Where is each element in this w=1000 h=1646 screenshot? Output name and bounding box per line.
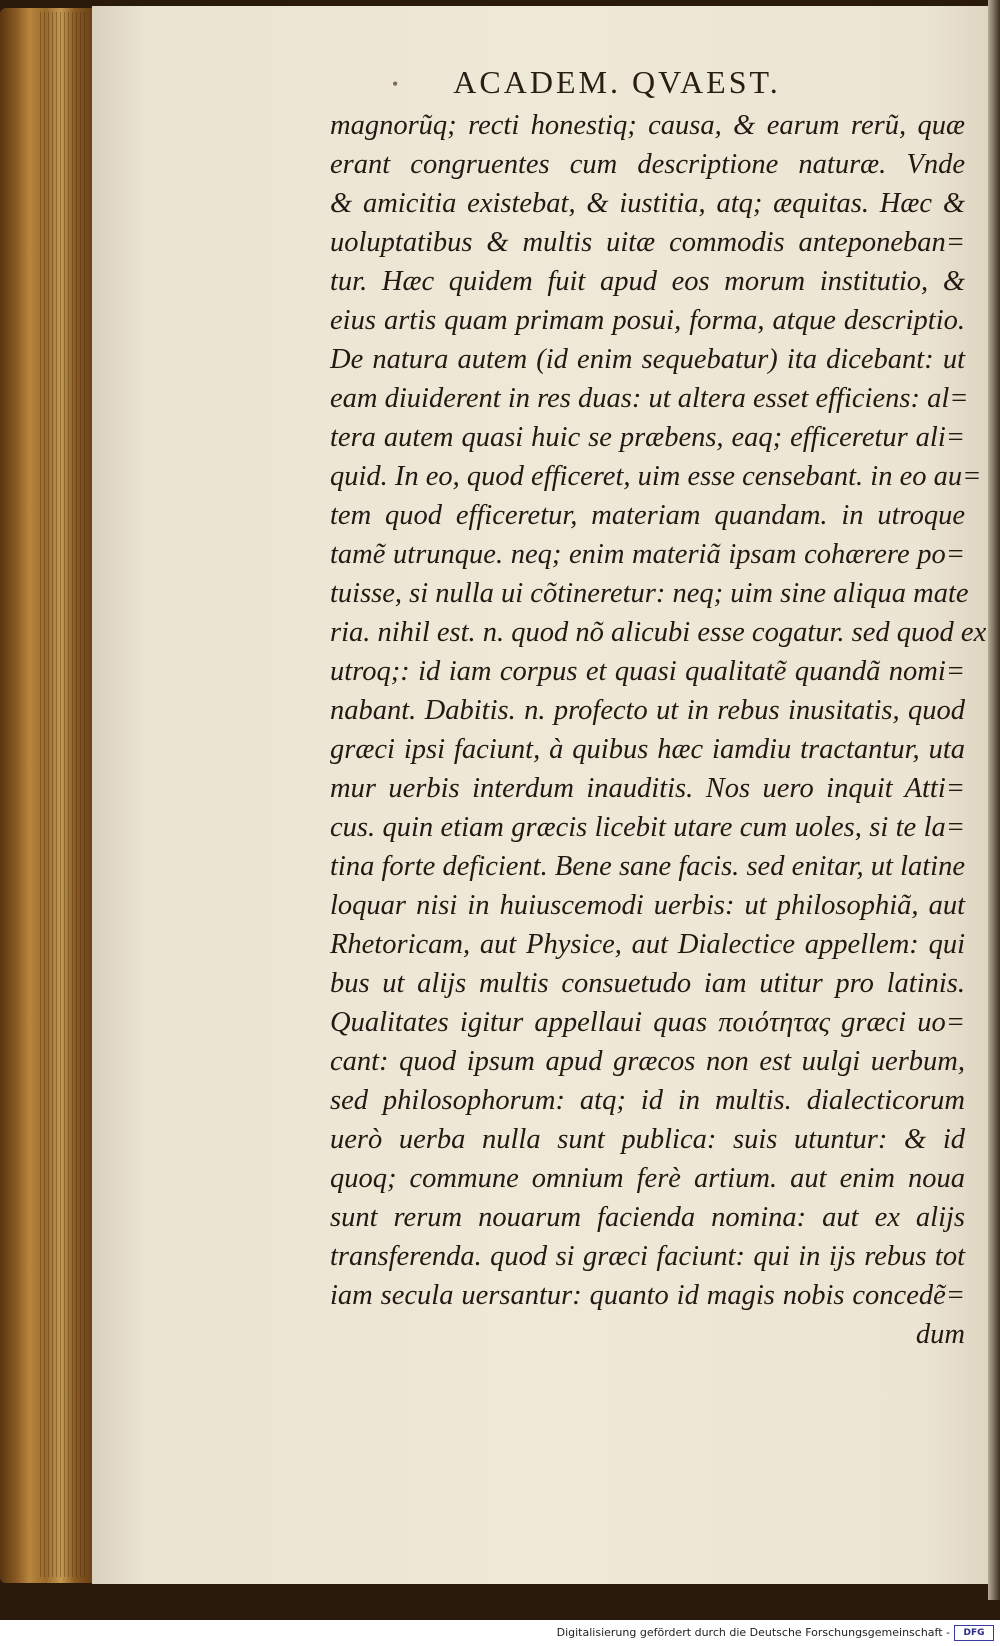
text-line: & amicitia existebat, & iustitia, atq; æquitas. Hæc &: [330, 188, 965, 219]
header-mark: •: [392, 74, 402, 94]
text-line: tuisse, si nulla ui cõtineretur: neq; uim sine aliqua mate: [330, 578, 969, 609]
text-line: nabant. Dabitis. n. profecto ut in rebus inusitatis, quod: [330, 695, 965, 726]
text-line: iam secula uersantur: quanto id magis nobis concedẽ=: [330, 1280, 965, 1311]
text-line: dum: [915, 1319, 965, 1350]
text-line: uerò uerba nulla sunt publica: suis utuntur: & id: [330, 1124, 965, 1155]
funding-notice: Digitalisierung gefördert durch die Deutsche Forschungsgemeinschaft -: [556, 1626, 950, 1639]
text-line: sunt rerum nouarum facienda nomina: aut ex alijs: [330, 1202, 965, 1233]
text-line: quoq; commune omnium ferè artium. aut enim noua: [330, 1163, 965, 1194]
text-line: eam diuiderent in res duas: ut altera esset efficiens: al=: [330, 383, 969, 414]
text-line: græci ipsi faciunt, à quibus hæc iamdiu tractantur, uta: [330, 734, 965, 765]
text-line: cus. quin etiam græcis licebit utare cum uoles, si te la=: [330, 812, 965, 843]
text-line: De natura autem (id enim sequebatur) ita dicebant: ut: [330, 344, 965, 375]
footer-bar: [0, 1620, 1000, 1646]
text-line: Qualitates igitur appellaui quas ποιότητας græci uo=: [330, 1007, 965, 1038]
text-line: tera autem quasi huic se præbens, eaq; efficeretur ali=: [330, 422, 965, 453]
text-line: uoluptatibus & multis uitæ commodis anteponeban=: [330, 227, 965, 258]
running-header: [92, 64, 992, 101]
text-line: mur uerbis interdum inauditis. Nos uero inquit Atti=: [330, 773, 965, 804]
text-line: eius artis quam primam posui, forma, atque descriptio.: [330, 305, 965, 336]
text-line: tamẽ utrunque. neq; enim materiã ipsam cohærere po=: [330, 539, 965, 570]
text-line: tem quod efficeretur, materiam quandam. in utroque: [330, 500, 965, 531]
text-line: tur. Hæc quidem fuit apud eos morum institutio, &: [330, 266, 965, 297]
text-line: loquar nisi in huiuscemodi uerbis: ut philosophiã, aut: [330, 890, 965, 921]
text-line: sed philosophorum: atq; id in multis. dialecticorum: [330, 1085, 965, 1116]
book-page: [92, 6, 992, 1584]
text-line: erant congruentes cum descriptione naturæ. Vnde: [330, 149, 965, 180]
text-line: utroq;: id iam corpus et quasi qualitatẽ quandã nomi=: [330, 656, 965, 687]
running-header-text: ACADEM. QVAEST.: [453, 64, 781, 100]
text-line: Rhetoricam, aut Physice, aut Dialectice appellem: qui: [330, 929, 965, 960]
text-line: magnorũq; recti honestiq; causa, & earum rerũ, quæ: [330, 110, 965, 141]
text-line: quid. In eo, quod efficeret, uim esse censebant. in eo au=: [330, 461, 982, 492]
right-page-edge: [988, 0, 1000, 1600]
text-block: [330, 106, 987, 1354]
text-line: cant: quod ipsum apud græcos non est uulgi uerbum,: [330, 1046, 965, 1077]
text-line: transferenda. quod si græci faciunt: qui in ijs rebus tot: [330, 1241, 965, 1272]
text-line: tina forte deficient. Bene sane facis. sed enitar, ut latine: [330, 851, 965, 882]
page-edge-lines: [40, 12, 88, 1577]
dfg-logo: DFG: [954, 1625, 994, 1641]
text-line: ria. nihil est. n. quod nõ alicubi esse cogatur. sed quod ex: [330, 617, 987, 648]
text-line: bus ut alijs multis consuetudo iam utitur pro latinis.: [330, 968, 965, 999]
